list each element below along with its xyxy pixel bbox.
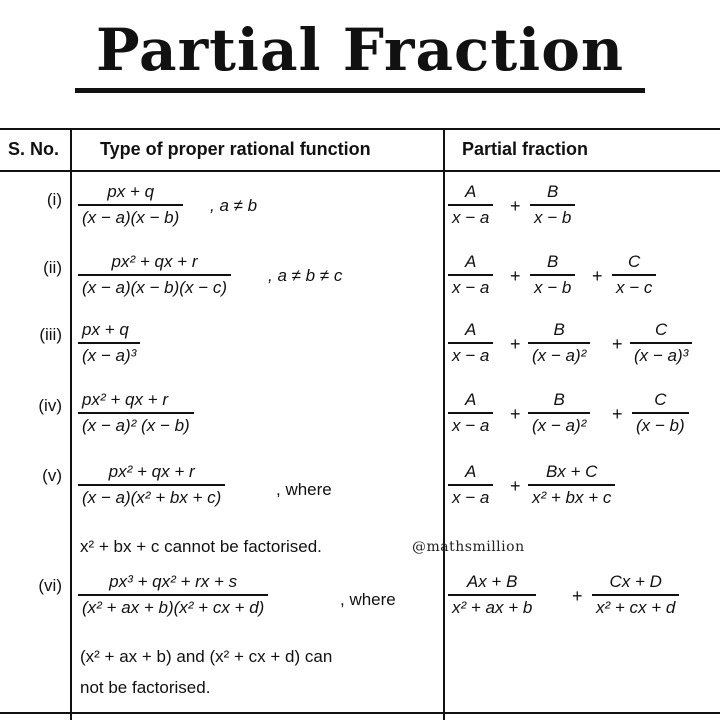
denominator: (x − a)³ — [82, 345, 137, 365]
header-bottom-border — [0, 170, 720, 172]
note-text: x² + bx + c cannot be factorised. — [80, 537, 322, 556]
plus-sign: + — [592, 266, 603, 286]
fraction-bar — [78, 412, 194, 414]
denominator: x − a — [452, 345, 490, 365]
fraction-bar — [78, 274, 231, 276]
partial-term — [448, 462, 493, 508]
partial-term — [448, 390, 493, 436]
note-text: not be factorised. — [80, 678, 211, 697]
plus-sign: + — [510, 334, 521, 354]
rational-function — [78, 462, 225, 508]
page-title: Partial Fraction — [95, 16, 625, 84]
header-sno: S. No. — [8, 139, 60, 159]
denominator: x² + ax + b — [452, 597, 533, 617]
fraction-bar — [78, 342, 140, 344]
numerator: A — [465, 462, 477, 481]
numerator: B — [547, 182, 559, 201]
partial-term — [630, 320, 692, 366]
partial-term — [448, 320, 493, 366]
denominator: x − c — [616, 277, 653, 297]
fraction-bar — [78, 484, 225, 486]
numerator: C — [655, 320, 668, 339]
denominator: x² + bx + c — [532, 487, 612, 507]
plus-sign: + — [510, 196, 521, 216]
header-type: Type of proper rational function — [100, 139, 371, 159]
numerator: A — [465, 320, 477, 339]
plus-sign: + — [572, 586, 583, 606]
plus-sign: + — [612, 334, 623, 354]
partial-term — [530, 182, 575, 228]
denominator: x² + cx + d — [596, 597, 676, 617]
condition: , a ≠ b ≠ c — [268, 266, 343, 285]
plus-sign: + — [510, 404, 521, 424]
fraction-bar — [78, 594, 268, 596]
partial-term — [632, 390, 689, 436]
numerator: B — [547, 252, 559, 271]
denominator: x − a — [452, 487, 490, 507]
plus-sign: + — [612, 404, 623, 424]
fraction-bar — [528, 412, 590, 414]
rational-function — [78, 572, 268, 618]
numerator: B — [553, 390, 565, 409]
denominator: (x − a)(x − b) — [82, 207, 180, 227]
plus-sign: + — [510, 476, 521, 496]
fraction-bar — [448, 204, 493, 206]
fraction-bar — [78, 204, 183, 206]
numerator: px + q — [82, 320, 129, 339]
partial-term — [448, 572, 536, 618]
numerator: C — [654, 390, 667, 409]
denominator: (x − a)² (x − b) — [82, 415, 190, 435]
row-sno: (v) — [42, 466, 62, 485]
partial-term — [530, 252, 575, 298]
fraction-bar — [448, 412, 493, 414]
row-sno: (i) — [46, 190, 62, 209]
partial-term — [448, 252, 493, 298]
row-sno: (iv) — [38, 396, 62, 415]
partial-term — [528, 320, 590, 366]
row-sno: (ii) — [43, 258, 62, 277]
condition: , where — [340, 590, 396, 609]
fraction-bar — [530, 274, 575, 276]
denominator: x − b — [534, 207, 572, 227]
title-underline — [75, 88, 645, 93]
fraction-bar — [448, 484, 493, 486]
fraction-bar — [612, 274, 656, 276]
denominator: x − a — [452, 207, 490, 227]
fraction-bar — [530, 204, 575, 206]
denominator: x − a — [452, 277, 490, 297]
denominator: (x − a)² — [532, 415, 587, 435]
denominator: (x − a)² — [532, 345, 587, 365]
numerator: Ax + B — [466, 572, 518, 591]
numerator: px² + qx + r — [111, 252, 198, 271]
watermark: @mathsmillion — [412, 539, 525, 555]
partial-term — [528, 462, 615, 508]
numerator: Cx + D — [609, 572, 662, 591]
plus-sign: + — [510, 266, 521, 286]
denominator: (x − a)(x² + bx + c) — [82, 487, 222, 507]
numerator: px² + qx + r — [108, 462, 195, 481]
partial-term — [528, 390, 590, 436]
fraction-bar — [632, 412, 689, 414]
numerator: px³ + qx² + rx + s — [109, 572, 238, 591]
numerator: A — [465, 252, 477, 271]
note-text: (x² + ax + b) and (x² + cx + d) can — [80, 647, 333, 666]
table-top-border — [0, 128, 720, 130]
fraction-bar — [448, 594, 536, 596]
numerator: A — [465, 182, 477, 201]
numerator: Bx + C — [545, 462, 598, 481]
fraction-bar — [448, 274, 493, 276]
column-divider-2 — [443, 128, 445, 720]
condition: , where — [276, 480, 332, 499]
fraction-bar — [592, 594, 679, 596]
numerator: px + q — [107, 182, 155, 201]
table-bottom-border — [0, 712, 720, 714]
header-partial: Partial fraction — [462, 139, 589, 159]
fraction-bar — [630, 342, 692, 344]
fraction-bar — [528, 484, 615, 486]
numerator: C — [628, 252, 641, 271]
row-sno: (iii) — [39, 325, 62, 344]
denominator: (x² + ax + b)(x² + cx + d) — [82, 597, 265, 617]
numerator: A — [465, 390, 477, 409]
row-sno: (vi) — [38, 576, 62, 595]
partial-term — [612, 252, 656, 298]
condition: , a ≠ b — [210, 196, 258, 215]
denominator: (x − a)³ — [634, 345, 689, 365]
numerator: px² + qx + r — [82, 390, 168, 409]
partial-term — [448, 182, 493, 228]
fraction-bar — [448, 342, 493, 344]
partial-term — [592, 572, 679, 618]
denominator: x − a — [452, 415, 490, 435]
denominator: x − b — [534, 277, 572, 297]
denominator: (x − b) — [636, 415, 685, 435]
rational-function — [78, 390, 194, 436]
denominator: (x − a)(x − b)(x − c) — [82, 277, 227, 297]
column-divider-1 — [70, 128, 72, 720]
rational-function — [78, 182, 183, 228]
rational-function — [78, 252, 231, 298]
numerator: B — [553, 320, 565, 339]
rational-function — [78, 320, 140, 366]
fraction-bar — [528, 342, 590, 344]
